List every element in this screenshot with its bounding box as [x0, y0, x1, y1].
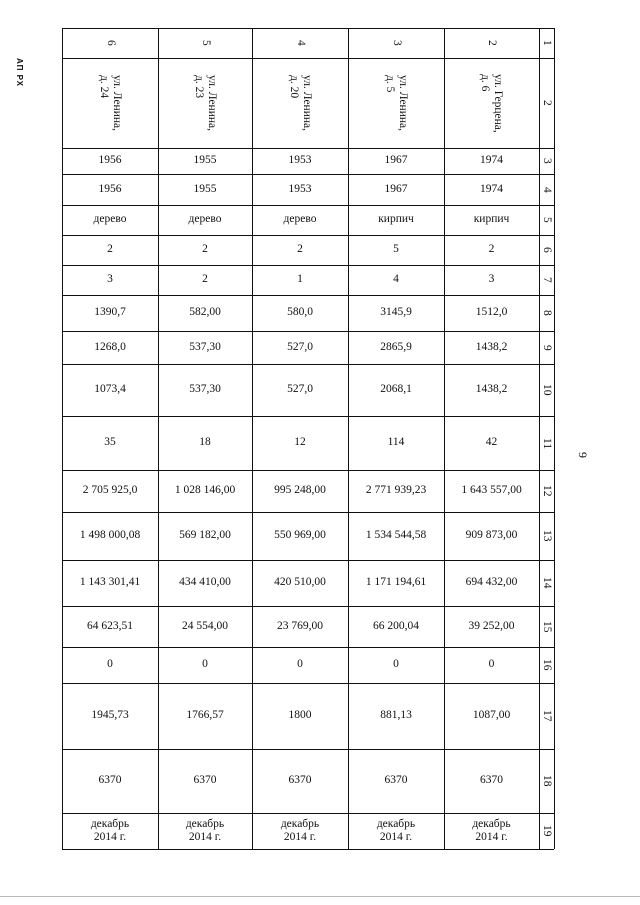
- table-cell: 1955: [193, 182, 217, 195]
- table-cell: дерево: [283, 213, 317, 226]
- row-number: 19: [541, 825, 553, 837]
- column-address: ул. Ленина, д. 23: [192, 75, 218, 132]
- row-number: 13: [541, 530, 553, 542]
- table-cell: 909 873,00: [465, 529, 518, 542]
- table-cell: 1955: [193, 154, 217, 167]
- table-cell: декабрь 2014 г.: [185, 817, 225, 843]
- table-cell: 0: [488, 658, 495, 671]
- table-cell: 1512,0: [475, 306, 508, 319]
- table-cell: 2: [107, 243, 113, 256]
- table-cell: 881,13: [380, 709, 412, 722]
- row-number: 3: [541, 158, 553, 164]
- column-address: ул. Герцена, д. 6: [479, 73, 504, 133]
- row-number: 18: [541, 775, 553, 787]
- table-cell: 6370: [288, 774, 312, 787]
- row-number: 6: [541, 247, 553, 253]
- table-cell: 3145,9: [380, 306, 412, 319]
- table-cell: 5: [393, 243, 399, 256]
- table-cell: 1953: [288, 182, 312, 195]
- table-cell: 1953: [288, 154, 312, 167]
- page-edge-line: [0, 896, 640, 897]
- table-cell: 18: [199, 436, 211, 449]
- table-cell: 2068,1: [380, 383, 412, 396]
- table-cell: 12: [294, 436, 306, 449]
- table-cell: 64 623,51: [87, 619, 133, 632]
- table-cell: дерево: [188, 213, 222, 226]
- table-cell: 6370: [480, 774, 503, 787]
- table-cell: 527,0: [287, 340, 313, 353]
- table-cell: 1 498 000,08: [79, 529, 141, 542]
- table-cell: 2: [202, 243, 208, 256]
- table-cell: 2: [202, 273, 208, 286]
- table-cell: 537,30: [189, 383, 221, 396]
- column-address: ул. Ленина, д. 24: [97, 75, 123, 132]
- row-number: 7: [541, 277, 553, 283]
- table-cell: декабрь 2014 г.: [90, 817, 130, 843]
- table-cell: 1967: [384, 154, 408, 167]
- table-cell: 0: [202, 658, 208, 671]
- table-cell: 2 771 939,23: [365, 484, 427, 497]
- table-cell: 1945,73: [91, 709, 129, 722]
- row-number: 1: [541, 40, 553, 46]
- table-cell: 0: [393, 658, 399, 671]
- table-cell: 1087,00: [472, 709, 511, 722]
- table-cell: 1800: [288, 709, 312, 722]
- table-cell: 1 643 557,00: [461, 484, 522, 497]
- table-cell: 2 705 925,0: [82, 484, 138, 497]
- table-cell: 4: [393, 273, 399, 286]
- table-cell: кирпич: [473, 213, 510, 226]
- column-number: 2: [486, 40, 498, 46]
- table-cell: декабрь 2014 г.: [376, 817, 416, 843]
- row-number: 2: [541, 100, 553, 106]
- row-number: 12: [541, 485, 553, 497]
- table-cell: 6370: [384, 774, 408, 787]
- table-cell: 2: [297, 243, 303, 256]
- table-cell: декабрь 2014 г.: [280, 817, 320, 843]
- table-cell: декабрь 2014 г.: [472, 817, 511, 843]
- table-cell: 3: [107, 273, 113, 286]
- table-cell: 1 171 194,61: [365, 576, 427, 589]
- table-cell: 582,00: [189, 306, 221, 319]
- table-cell: 694 432,00: [465, 576, 518, 589]
- column-number: 4: [294, 40, 307, 46]
- column-address: ул. Ленина, д. 20: [287, 75, 313, 132]
- table-cell: 114: [387, 436, 405, 449]
- table-cell: 1438,2: [475, 340, 508, 353]
- table-cell: 1967: [384, 182, 408, 195]
- table-cell: 1268,0: [94, 340, 126, 353]
- column-address: ул. Ленина, д. 5: [383, 75, 409, 132]
- table-cell: 1073,4: [94, 383, 126, 396]
- table-cell: 569 182,00: [179, 529, 231, 542]
- table-cell: 1974: [480, 154, 503, 167]
- table-cell: 1956: [98, 182, 122, 195]
- table-cell: 1: [297, 273, 303, 286]
- register-table: [62, 28, 554, 849]
- row-number: 10: [541, 384, 553, 396]
- row-number: 16: [541, 659, 553, 671]
- table-cell: 42: [485, 436, 498, 449]
- column-number: 5: [199, 40, 212, 46]
- page-number: 9: [576, 452, 590, 458]
- archive-stamp: АП РХ: [15, 58, 24, 88]
- row-number: 8: [541, 310, 553, 316]
- table-cell: 39 252,00: [468, 619, 515, 632]
- table-cell: 0: [297, 658, 303, 671]
- row-number: 9: [541, 344, 553, 351]
- table-cell: 1956: [98, 154, 122, 167]
- table-cell: 1 534 544,58: [365, 529, 427, 542]
- table-cell: 6370: [193, 774, 217, 787]
- table-cell: 66 200,04: [373, 619, 419, 632]
- table-cell: 537,30: [189, 340, 221, 353]
- row-number: 5: [541, 217, 553, 223]
- table-cell: 0: [107, 658, 113, 671]
- column-number: 3: [390, 40, 403, 46]
- table-cell: 1 028 146,00: [174, 484, 236, 497]
- row-number: 11: [541, 437, 553, 449]
- table-cell: 580,0: [287, 306, 313, 319]
- table-cell: 2: [488, 243, 495, 256]
- table-cell: 23 769,00: [277, 619, 323, 632]
- table-cell: 420 510,00: [274, 576, 326, 589]
- table-cell: 24 554,00: [182, 619, 228, 632]
- table-cell: 995 248,00: [274, 484, 326, 497]
- table-cell: 1766,57: [186, 709, 224, 722]
- table-cell: дерево: [93, 213, 127, 226]
- row-number: 17: [541, 710, 553, 722]
- table-cell: 1390,7: [94, 306, 126, 319]
- table-cell: 35: [104, 436, 116, 449]
- row-number: 4: [541, 186, 553, 193]
- table-cell: 1 143 301,41: [79, 576, 141, 589]
- table-cell: 550 969,00: [274, 529, 326, 542]
- table-cell: 434 410,00: [179, 576, 231, 589]
- row-number: 14: [541, 577, 553, 589]
- table-cell: 1974: [480, 182, 503, 195]
- table-cell: 3: [488, 273, 495, 286]
- table-cell: 6370: [98, 774, 122, 787]
- table-cell: 2865,9: [380, 340, 412, 353]
- column-number: 6: [104, 40, 117, 46]
- table-cell: кирпич: [378, 213, 414, 226]
- row-number: 15: [541, 620, 553, 632]
- table-cell: 1438,2: [475, 383, 508, 396]
- table-cell: 527,0: [287, 383, 313, 396]
